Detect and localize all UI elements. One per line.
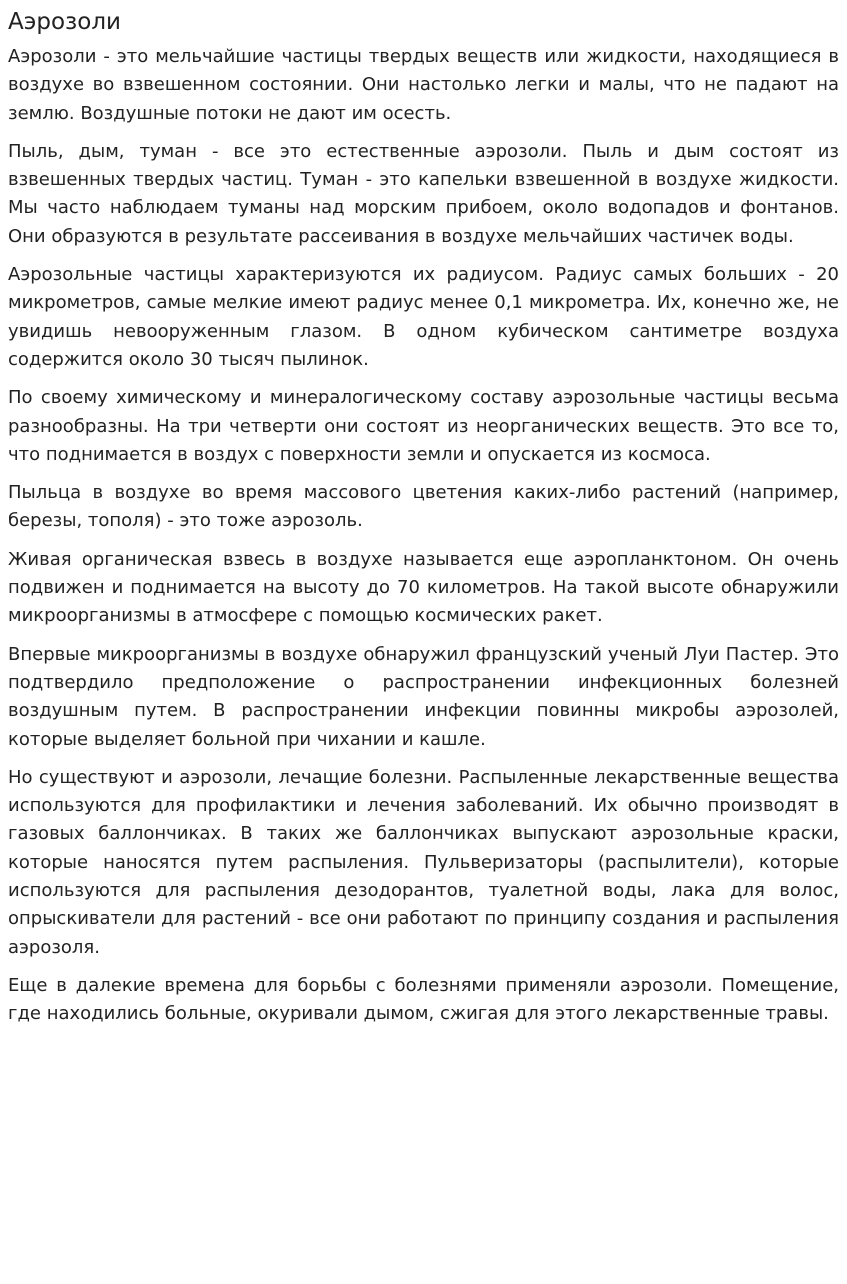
article-paragraph-4: По своему химическому и минералогическому составу аэрозольные частицы весьма разнообразны. На три четверти они состоят из неорганических веществ. Это все то, что поднимается в воздух с поверхности земли и опускается из космоса. (8, 387, 839, 465)
article-paragraph-5: Пыльца в воздухе во время массового цветения каких-либо растений (например, березы, тополя) - это тоже аэрозоль. (8, 482, 839, 532)
article-paragraph-2: Пыль, дым, туман - все это естественные аэрозоли. Пыль и дым состоят из взвешенных твердых частиц. Туман - это капельки взвешенной в воздухе жидкости. Мы часто наблюдаем туманы над морским прибоем, около водопадов и фонтанов. Они образуются в результате рассеивания в воздухе мельчайших частичек воды. (8, 140, 839, 247)
article-paragraph-1: Аэрозоли - это мельчайшие частицы твердых веществ или жидкости, находящиеся в воздухе во взвешенном состоянии. Они настолько легки и малы, что не падают на землю. Воздушные потоки не дают им осесть. (8, 46, 839, 124)
article-paragraph-6: Живая органическая взвесь в воздухе называется еще аэропланктоном. Он очень подвижен и поднимается на высоту до 70 километров. На такой высоте обнаружили микроорганизмы в атмосфере с помощью космических ракет. (8, 548, 839, 627)
article-paragraph-7: Впервые микроорганизмы в воздухе обнаружил французский ученый Луи Пастер. Это подтвердило предположение о распространении инфекционных болезней воздушным путем. В распространении инфекции повинны микробы аэрозолей, которые выделяет больной при чихании и кашле. (8, 643, 839, 750)
article-title: Аэрозоли (8, 9, 121, 35)
article-paragraph-3: Аэрозольные частицы характеризуются их радиусом. Радиус самых больших - 20 микрометров, самые мелкие имеют радиус менее 0,1 микрометра. Их, конечно же, не увидишь невооруженным глазом. В одном кубическом сантиметре воздуха содержится около 30 тысяч пылинок. (8, 264, 839, 370)
article-paragraph-9: Еще в далекие времена для борьбы с болезнями применяли аэрозоли. Помещение, где находились больные, окуривали дымом, сжигая для этого лекарственные травы. (8, 974, 839, 1025)
article-paragraph-8: Но существуют и аэрозоли, лечащие болезни. Распыленные лекарственные вещества используются для профилактики и лечения заболеваний. Их обычно производят в газовых баллончиках. В таких же баллончиках выпускают аэрозольные краски, которые наносятся путем распыления. Пульверизаторы (распылители), которые используются для распыления дезодорантов, туалетной воды, лака для волос, опрыскиватели для растений - все они работают по принципу создания и распыления аэрозоля. (8, 766, 839, 958)
